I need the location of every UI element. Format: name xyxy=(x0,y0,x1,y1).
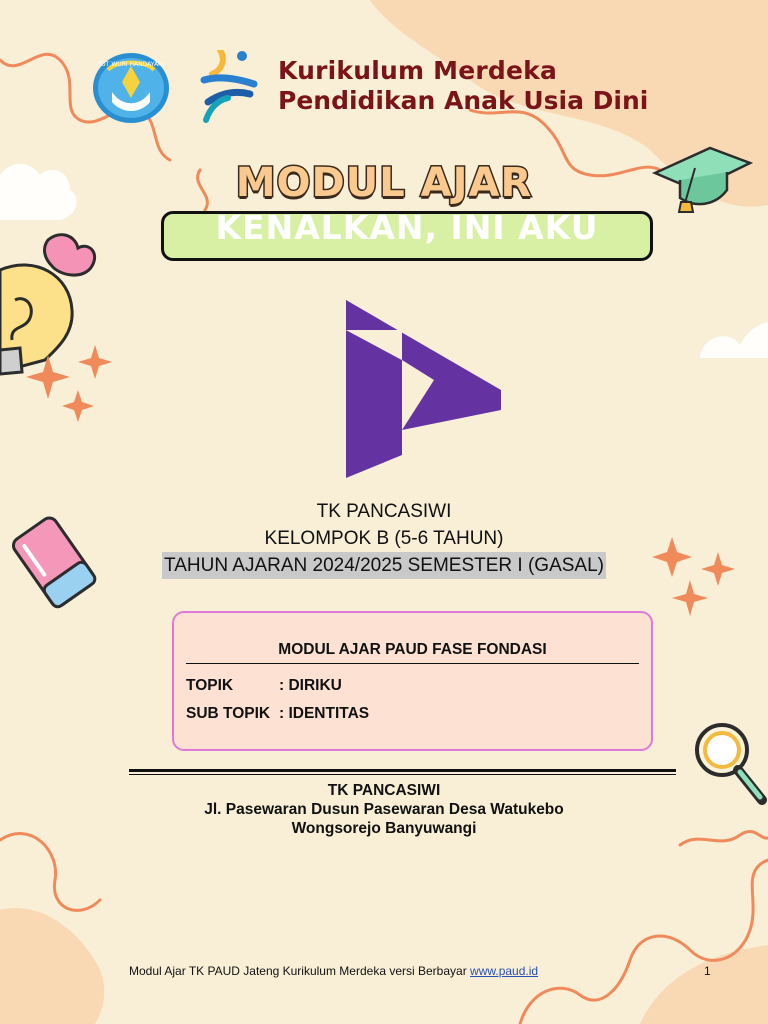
card-row-topik: TOPIK : DIRIKU xyxy=(186,677,342,694)
module-info-card xyxy=(172,611,653,751)
topic-banner xyxy=(161,208,653,261)
school-logo-icon xyxy=(344,300,504,480)
footer-text: Modul Ajar TK PAUD Jateng Kurikulum Merdeka versi Berbayar xyxy=(129,964,471,978)
emblem-ribbon-text xyxy=(92,52,170,82)
merdeka-logo-icon xyxy=(198,50,260,125)
divider-thick xyxy=(129,769,676,772)
header-line-2: Pendidikan Anak Usia Dini xyxy=(278,86,649,115)
module-title: MODUL AJAR xyxy=(235,160,533,206)
footer-link[interactable]: www.paud.id xyxy=(470,964,539,978)
address-name: TK PANCASIWI xyxy=(327,782,441,799)
address-line-2: Wongsorejo Banyuwangi xyxy=(291,820,477,837)
header-title xyxy=(278,56,648,116)
card-heading: MODUL AJAR PAUD FASE FONDASI xyxy=(186,641,639,664)
header-line-1: Kurikulum Merdeka xyxy=(278,56,558,85)
page-number: 1 xyxy=(704,964,711,978)
svg-text:TUT WURI HANDAYANI: TUT WURI HANDAYANI xyxy=(97,61,165,68)
divider-thin xyxy=(129,774,676,775)
topic-title: KENALKAN, INI AKU xyxy=(215,208,599,247)
school-address xyxy=(0,781,768,838)
school-name: TK PANCASIWI xyxy=(316,501,452,522)
class-group: KELOMPOK B (5-6 TAHUN) xyxy=(264,528,504,549)
card-row-sub-topik: SUB TOPIK : IDENTITAS xyxy=(186,705,370,722)
academic-year: TAHUN AJARAN 2024/2025 SEMESTER I (GASAL) xyxy=(0,552,768,579)
page-footer xyxy=(129,964,538,978)
address-line-1: Jl. Pasewaran Dusun Pasewaran Desa Watukebo xyxy=(204,801,564,818)
